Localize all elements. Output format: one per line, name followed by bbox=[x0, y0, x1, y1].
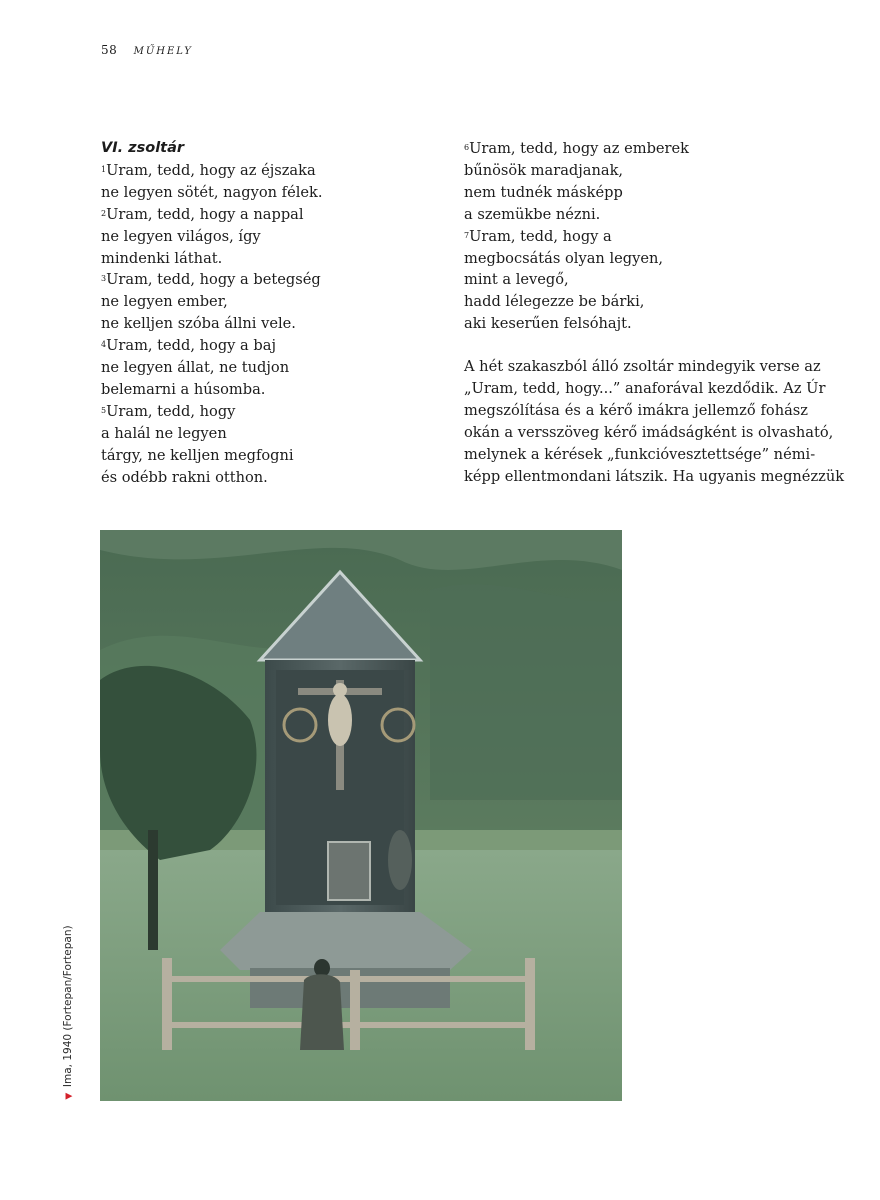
running-head bbox=[101, 43, 193, 57]
poem-line-text: ne legyen sötét, nagyon félek. bbox=[101, 183, 323, 201]
poem-line bbox=[101, 160, 431, 182]
poem-line-text: Uram, tedd, hogy a bbox=[469, 227, 612, 245]
poem-line bbox=[464, 248, 808, 270]
commentary-line: képp ellentmondani látszik. Ha ugyanis megnézzük bbox=[464, 467, 845, 485]
poem-line bbox=[464, 226, 808, 248]
verse-number: 2 bbox=[101, 208, 107, 218]
poem-line-text: ne kelljen szóba állni vele. bbox=[101, 315, 296, 333]
poem-line bbox=[101, 445, 431, 467]
verse-number: 6 bbox=[464, 143, 470, 152]
poem-line-text: mindenki láthat. bbox=[101, 249, 223, 267]
poem-line-text: bűnösök maradjanak, bbox=[464, 161, 624, 179]
page-number: 58 bbox=[101, 43, 118, 57]
poem-line bbox=[101, 269, 431, 291]
poem-line bbox=[101, 357, 431, 379]
poem-line bbox=[101, 291, 431, 313]
commentary-line: A hét szakaszból álló zsoltár mindegyik verse az bbox=[464, 358, 821, 376]
poem-line-text: Uram, tedd, hogy a nappal bbox=[106, 205, 304, 223]
poem-line bbox=[101, 423, 431, 445]
poem-line-text: és odébb rakni otthon. bbox=[101, 468, 268, 486]
poem-line-text: Uram, tedd, hogy bbox=[106, 402, 236, 420]
poem-line bbox=[101, 401, 431, 423]
commentary-line: melynek a kérések „funkcióvesztettsége” némi- bbox=[464, 445, 816, 463]
poem-line-text: a halál ne legyen bbox=[101, 424, 227, 442]
verse-number: 5 bbox=[101, 405, 107, 415]
poem-line-text: Uram, tedd, hogy a baj bbox=[106, 337, 276, 355]
verse-number: 4 bbox=[101, 340, 107, 350]
commentary-line: megszólítása és a kérő imákra jellemző fohász bbox=[464, 401, 808, 419]
poem-line-text: ne legyen állat, ne tudjon bbox=[101, 359, 290, 377]
poem-line bbox=[464, 204, 808, 226]
poem-line bbox=[101, 467, 431, 489]
poem-line bbox=[101, 379, 431, 401]
poem-line bbox=[464, 160, 808, 182]
poem-line-text: Uram, tedd, hogy az éjszaka bbox=[106, 161, 316, 179]
poem-lines-right bbox=[464, 138, 808, 335]
commentary-paragraph bbox=[464, 356, 845, 487]
verse-number: 3 bbox=[101, 274, 107, 284]
poem-line bbox=[101, 248, 431, 270]
verse-number: 1 bbox=[101, 164, 107, 174]
poem-title: VI. zsoltár bbox=[101, 140, 185, 156]
caption-marker-icon: ▶ bbox=[65, 1091, 73, 1102]
poem-line-text: mint a levegő, bbox=[464, 271, 569, 289]
poem-line bbox=[464, 182, 808, 204]
poem-line-text: aki keserűen felsóhajt. bbox=[464, 315, 632, 333]
poem-column-left bbox=[101, 138, 431, 489]
poem-line-text: ne legyen ember, bbox=[101, 293, 228, 311]
poem-line-text: Uram, tedd, hogy a betegség bbox=[106, 271, 321, 289]
poem-line bbox=[464, 138, 808, 160]
poem-line-text: nem tudnék másképp bbox=[464, 183, 623, 201]
wayside-shrine-photo bbox=[100, 530, 622, 1101]
poem-line-text: belemarni a húsomba. bbox=[101, 380, 266, 398]
poem-line-text: hadd lélegezze be bárki, bbox=[464, 293, 645, 311]
commentary-line: „Uram, tedd, hogy...” anaforával kezdődik. Az Úr bbox=[464, 380, 826, 398]
commentary-line: okán a versszöveg kérő imádságként is olvasható, bbox=[464, 423, 834, 441]
poem-line-text: Uram, tedd, hogy az emberek bbox=[469, 140, 689, 157]
photo-caption bbox=[62, 925, 74, 1100]
poem-column-right bbox=[464, 138, 845, 488]
poem-line-text: ne legyen világos, így bbox=[101, 227, 261, 245]
poem-line-text: tárgy, ne kelljen megfogni bbox=[101, 446, 294, 464]
poem-line bbox=[464, 313, 808, 335]
caption-text: Ima, 1940 (Fortepan/Fortepan) bbox=[62, 925, 74, 1088]
poem-line-text: a szemükbe nézni. bbox=[464, 205, 601, 223]
poem-line bbox=[464, 291, 808, 313]
poem-line bbox=[464, 269, 808, 291]
poem-line bbox=[101, 204, 431, 226]
poem-line bbox=[101, 226, 431, 248]
poem-line bbox=[101, 335, 431, 357]
poem-line bbox=[101, 182, 431, 204]
poem-lines-left bbox=[101, 160, 431, 489]
verse-number: 7 bbox=[464, 230, 470, 240]
poem-line bbox=[101, 313, 431, 335]
journal-name: MŰHELY bbox=[133, 46, 193, 57]
poem-line-text: megbocsátás olyan legyen, bbox=[464, 249, 664, 267]
